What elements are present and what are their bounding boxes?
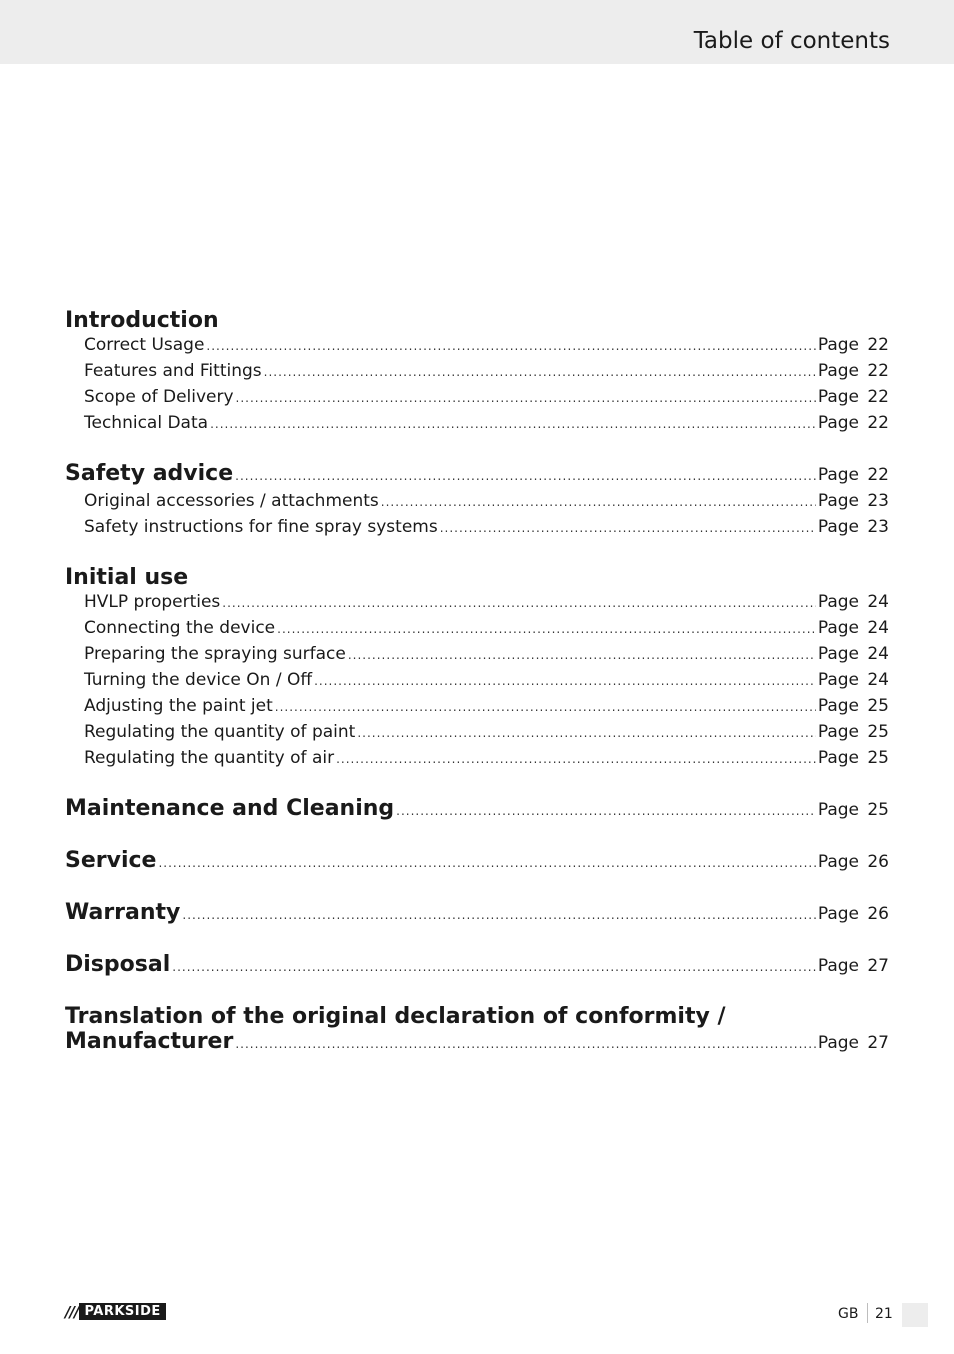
page-number: 27 bbox=[867, 956, 889, 976]
toc-entry[interactable] bbox=[65, 333, 889, 359]
page-number: 25 bbox=[867, 722, 889, 742]
toc-heading-label: Safety advice bbox=[65, 461, 234, 486]
toc-entry[interactable] bbox=[65, 668, 889, 694]
toc-entry-label: Turning the device On / Off bbox=[84, 670, 313, 690]
dot-leader bbox=[357, 721, 816, 746]
toc-entry[interactable] bbox=[65, 694, 889, 720]
dot-leader bbox=[348, 643, 816, 668]
page-number: 22 bbox=[867, 361, 889, 381]
table-of-contents bbox=[65, 308, 889, 1057]
toc-page-ref bbox=[818, 385, 889, 410]
brand-logo bbox=[65, 1303, 166, 1320]
page-word: Page bbox=[817, 335, 859, 355]
toc-entry-label: Original accessories / attachments bbox=[84, 491, 379, 511]
dot-leader bbox=[235, 464, 816, 489]
toc-section-initial-use bbox=[65, 565, 889, 772]
dot-leader bbox=[172, 955, 816, 980]
dot-leader bbox=[264, 360, 816, 385]
page-number: 22 bbox=[867, 387, 889, 407]
toc-page-ref bbox=[818, 902, 889, 927]
toc-entry-label: Preparing the spraying surface bbox=[84, 644, 346, 664]
toc-page-ref bbox=[818, 411, 889, 436]
toc-heading-service[interactable] bbox=[65, 848, 889, 876]
page-number: 27 bbox=[867, 1033, 889, 1053]
dot-leader bbox=[396, 799, 816, 824]
toc-section-declaration bbox=[65, 1004, 889, 1057]
toc-entry-label: Scope of Delivery bbox=[84, 387, 234, 407]
toc-heading-label: Manufacturer bbox=[65, 1029, 234, 1054]
toc-page-ref bbox=[818, 850, 889, 875]
dot-leader bbox=[206, 334, 815, 359]
page-number: 25 bbox=[867, 800, 889, 820]
toc-section-maintenance bbox=[65, 796, 889, 824]
toc-entry-label: HVLP properties bbox=[84, 592, 221, 612]
logo-wordmark: PARKSIDE bbox=[79, 1303, 165, 1320]
toc-entry[interactable] bbox=[65, 489, 889, 515]
toc-heading-initial-use: Initial use bbox=[65, 565, 189, 590]
page-number: 26 bbox=[867, 852, 889, 872]
page-word: Page bbox=[817, 696, 859, 716]
page-word: Page bbox=[817, 644, 859, 664]
dot-leader bbox=[336, 747, 816, 772]
page-word: Page bbox=[817, 670, 859, 690]
toc-page-ref bbox=[818, 463, 889, 488]
toc-section-introduction bbox=[65, 308, 889, 437]
dot-leader bbox=[235, 1032, 816, 1057]
page-title: Table of contents bbox=[693, 28, 890, 54]
dot-leader bbox=[440, 516, 816, 541]
toc-page-ref bbox=[818, 954, 889, 979]
page-number: 24 bbox=[867, 644, 889, 664]
toc-heading-label: Maintenance and Cleaning bbox=[65, 796, 395, 821]
logo-slashes: /// bbox=[65, 1302, 79, 1321]
dot-leader bbox=[277, 617, 816, 642]
toc-entry[interactable] bbox=[65, 411, 889, 437]
toc-entry[interactable] bbox=[65, 746, 889, 772]
toc-heading-maintenance[interactable] bbox=[65, 796, 889, 824]
toc-page-ref bbox=[818, 1031, 889, 1056]
page-word: Page bbox=[817, 852, 859, 872]
toc-entry-label: Technical Data bbox=[84, 413, 209, 433]
page-number: 23 bbox=[867, 517, 889, 537]
page-number: 23 bbox=[867, 491, 889, 511]
dot-leader bbox=[158, 851, 815, 876]
toc-entry[interactable] bbox=[65, 590, 889, 616]
toc-heading-declaration[interactable] bbox=[65, 1029, 889, 1057]
toc-page-ref bbox=[818, 694, 889, 719]
toc-heading-label: Warranty bbox=[65, 900, 181, 925]
page-number: 22 bbox=[867, 465, 889, 485]
toc-heading-safety[interactable] bbox=[65, 461, 889, 489]
toc-page-ref bbox=[818, 746, 889, 771]
page-word: Page bbox=[817, 387, 859, 407]
page-word: Page bbox=[817, 618, 859, 638]
page-word: Page bbox=[817, 592, 859, 612]
toc-page-ref bbox=[818, 333, 889, 358]
toc-entry-label: Regulating the quantity of air bbox=[84, 748, 335, 768]
page-number-footer: 21 bbox=[875, 1306, 893, 1322]
toc-entry-label: Features and Fittings bbox=[84, 361, 262, 381]
page-number: 22 bbox=[867, 335, 889, 355]
toc-page-ref bbox=[818, 798, 889, 823]
page-number: 26 bbox=[867, 904, 889, 924]
dot-leader bbox=[210, 412, 816, 437]
page-number: 24 bbox=[867, 670, 889, 690]
toc-entry[interactable] bbox=[65, 642, 889, 668]
toc-heading-disposal[interactable] bbox=[65, 952, 889, 980]
page-word: Page bbox=[817, 748, 859, 768]
toc-page-ref bbox=[818, 489, 889, 514]
page-number: 25 bbox=[867, 696, 889, 716]
page-number: 25 bbox=[867, 748, 889, 768]
toc-page-ref bbox=[818, 642, 889, 667]
page-word: Page bbox=[817, 800, 859, 820]
toc-entry[interactable] bbox=[65, 720, 889, 746]
page-word: Page bbox=[817, 413, 859, 433]
toc-entry-label: Regulating the quantity of paint bbox=[84, 722, 356, 742]
toc-entry-label: Connecting the device bbox=[84, 618, 276, 638]
dot-leader bbox=[275, 695, 816, 720]
dot-leader bbox=[314, 669, 816, 694]
page-number: 22 bbox=[867, 413, 889, 433]
toc-heading-declaration-line1: Translation of the original declaration of conformity / bbox=[65, 1004, 726, 1029]
footer-tab-marker bbox=[902, 1303, 928, 1327]
toc-heading-introduction: Introduction bbox=[65, 308, 219, 333]
toc-section-warranty bbox=[65, 900, 889, 928]
dot-leader bbox=[182, 903, 815, 928]
page-number: 24 bbox=[867, 618, 889, 638]
page-word: Page bbox=[817, 517, 859, 537]
dot-leader bbox=[381, 490, 816, 515]
page-word: Page bbox=[817, 1033, 859, 1053]
toc-entry[interactable] bbox=[65, 616, 889, 642]
toc-heading-label: Disposal bbox=[65, 952, 171, 977]
page-number: 24 bbox=[867, 592, 889, 612]
toc-entry-label: Safety instructions for fine spray systems bbox=[84, 517, 438, 537]
page-word: Page bbox=[817, 722, 859, 742]
dot-leader bbox=[236, 386, 816, 411]
toc-page-ref bbox=[818, 616, 889, 641]
page-word: Page bbox=[817, 491, 859, 511]
toc-page-ref bbox=[818, 515, 889, 540]
language-code: GB bbox=[838, 1306, 859, 1322]
toc-page-ref bbox=[818, 590, 889, 615]
toc-page-ref bbox=[818, 359, 889, 384]
toc-section-disposal bbox=[65, 952, 889, 980]
page-word: Page bbox=[817, 361, 859, 381]
toc-page-ref bbox=[818, 668, 889, 693]
page-word: Page bbox=[817, 904, 859, 924]
header-bar bbox=[0, 0, 954, 64]
toc-section-safety bbox=[65, 461, 889, 541]
toc-entry-label: Correct Usage bbox=[84, 335, 205, 355]
toc-entry[interactable] bbox=[65, 515, 889, 541]
toc-section-service bbox=[65, 848, 889, 876]
toc-entry[interactable] bbox=[65, 359, 889, 385]
page-word: Page bbox=[817, 956, 859, 976]
toc-heading-label: Service bbox=[65, 848, 157, 873]
toc-entry[interactable] bbox=[65, 385, 889, 411]
toc-entry-label: Adjusting the paint jet bbox=[84, 696, 273, 716]
footer-divider bbox=[867, 1303, 868, 1323]
page-word: Page bbox=[817, 465, 859, 485]
toc-heading-warranty[interactable] bbox=[65, 900, 889, 928]
dot-leader bbox=[222, 591, 816, 616]
toc-page-ref bbox=[818, 720, 889, 745]
